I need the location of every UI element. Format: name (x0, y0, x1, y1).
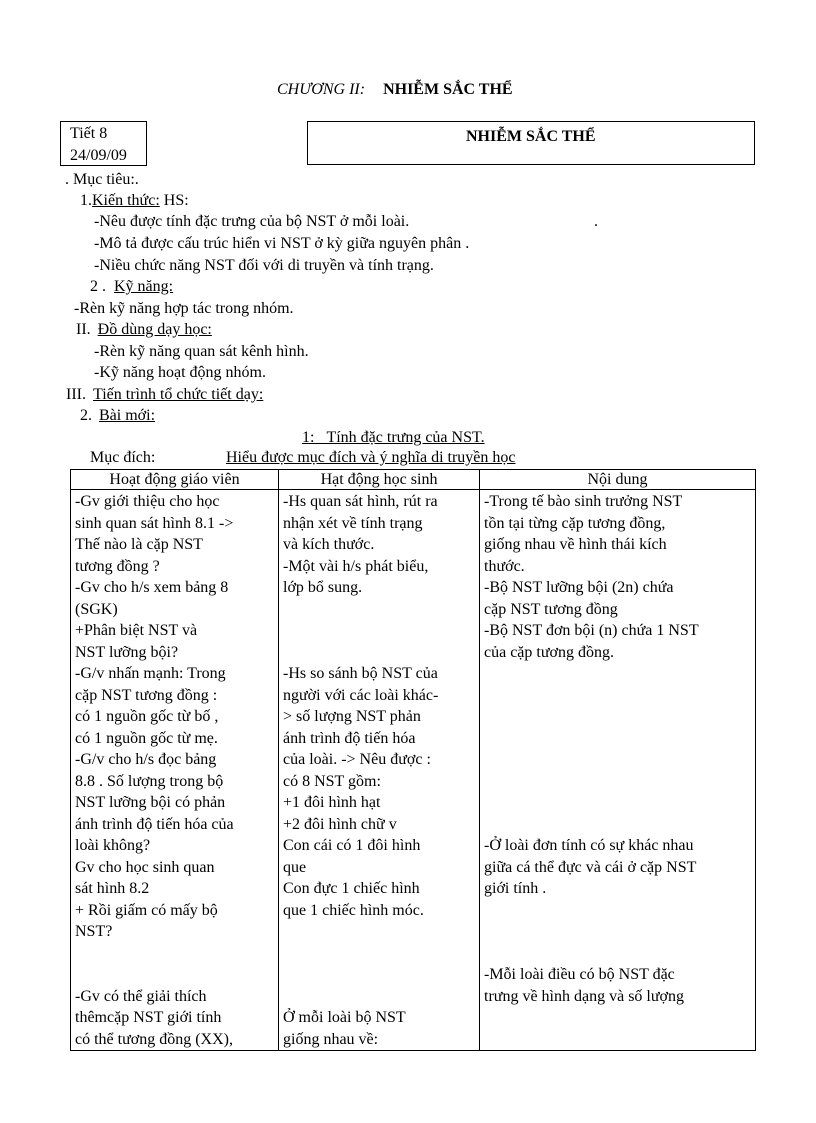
student-line: -Hs so sánh bộ NST của (283, 665, 438, 682)
teacher-line: loài không? (75, 837, 151, 854)
student-line: Ở mỗi loài bộ NST (283, 1009, 406, 1026)
teacher-line: Thế nào là cặp NST (75, 536, 203, 553)
lesson-date: 24/09/09 (70, 147, 127, 164)
student-line: -Một vài h/s phát biểu, (283, 557, 429, 575)
objectives-title (65, 170, 139, 190)
teacher-line: NST lưỡng bội có phản (75, 794, 226, 811)
teacher-line: (SGK) (75, 600, 118, 618)
objectives-title-text: . Mục tiêu:. (65, 171, 139, 188)
header-student: Hạt động học sinh (279, 470, 480, 490)
knowledge-heading (80, 191, 189, 211)
content-line: -Bộ NST lưỡng bội (2n) chứa (484, 579, 674, 596)
content-line: thước. (484, 557, 525, 575)
materials-num: II. (76, 321, 91, 338)
student-line: +2 đôi hình chữ v (283, 815, 397, 833)
content-line: -Trong tế bào sinh trưởng NST (484, 493, 683, 510)
student-line: que 1 chiếc hình móc. (283, 901, 424, 919)
process-heading (66, 385, 263, 405)
spacer (283, 642, 475, 664)
content-line: giới tính . (484, 880, 547, 897)
chapter-title: NHIỄM SẮC THỂ (383, 81, 513, 98)
teacher-line: sát hình 8.2 (75, 880, 150, 897)
teacher-line: có 1 nguồn gốc từ bố , (75, 708, 219, 725)
materials-item: -Rèn kỹ năng quan sát kênh hình. (94, 343, 309, 360)
student-line: Con đực 1 chiếc hình (283, 880, 420, 897)
spacer (283, 943, 475, 965)
spacer (484, 749, 751, 771)
teacher-line: NST lưỡng bội? (75, 643, 179, 661)
teacher-line: có 1 nguồn gốc từ mẹ. (75, 729, 218, 747)
skills-label: Kỹ năng: (114, 278, 174, 295)
process-sub-label: Bài mới: (99, 407, 156, 424)
student-line: > số lượng NST phản (283, 708, 421, 725)
knowledge-item: -Nêu được tính đặc trưng của bộ NST ở mỗi loài. (94, 213, 410, 230)
student-line: người với các loài khác- (283, 686, 439, 704)
activity-purpose-text: Hiểu được mục đích và ý nghĩa di truyền học (226, 449, 516, 466)
stray-dot: . (594, 213, 598, 230)
teacher-line: + Rồi giấm có mấy bộ (75, 901, 218, 919)
teacher-line: -Gv giới thiệu cho học (75, 493, 220, 510)
chapter-heading (277, 80, 513, 100)
spacer (484, 685, 751, 707)
skills-num: 2 . (90, 278, 106, 295)
teacher-line: ánh trình độ tiến hóa của (75, 815, 234, 833)
header-teacher: Hoạt động giáo viên (71, 470, 279, 490)
student-line: +1 đôi hình hạt (283, 794, 381, 811)
spacer (283, 620, 475, 642)
skills-item: -Rèn kỹ năng hợp tác trong nhóm. (74, 300, 294, 317)
content-line: trưng về hình dạng và số lượng (484, 987, 684, 1005)
spacer (283, 986, 475, 1008)
student-line: ánh trình độ tiến hóa (283, 729, 416, 747)
spacer (484, 728, 751, 750)
lesson-activity-table (70, 469, 756, 1051)
teacher-line: Gv cho học sinh quan (75, 858, 215, 876)
content-line: tồn tại từng cặp tương đồng, (484, 514, 666, 532)
content-line: -Bộ NST đơn bội (n) chứa 1 NST (484, 622, 699, 639)
lesson-title-box (307, 121, 755, 165)
student-line: giống nhau về: (283, 1030, 379, 1048)
teacher-line: thêmcặp NST giới tính (75, 1009, 222, 1026)
content-line: giống nhau về hình thái kích (484, 536, 667, 553)
teacher-line: sinh quan sát hình 8.1 -> (75, 514, 234, 532)
materials-heading (76, 320, 212, 340)
spacer (75, 964, 274, 986)
knowledge-num: 1. (80, 192, 92, 209)
process-num: III. (66, 386, 86, 403)
content-cell (480, 490, 756, 1051)
skills-heading (90, 277, 173, 297)
student-line: và kích thước. (283, 536, 375, 553)
activity-title (302, 428, 485, 448)
chapter-label: CHƯƠNG II: (277, 81, 366, 98)
activity-title-text: Tính đặc trưng của NST. (326, 429, 485, 446)
activity-num: 1: (302, 429, 315, 446)
spacer (283, 921, 475, 943)
header-content: Nội dung (480, 470, 756, 490)
spacer (283, 599, 475, 621)
teacher-line: -G/v cho h/s đọc bảng (75, 751, 217, 768)
knowledge-suffix: HS: (159, 192, 189, 209)
table-header-row (71, 470, 756, 490)
teacher-line: -Gv cho h/s xem bảng 8 (75, 579, 229, 596)
student-line: que (283, 858, 307, 876)
teacher-line: tương đồng ? (75, 557, 160, 575)
spacer (484, 900, 751, 922)
process-subheading (80, 406, 155, 426)
spacer (484, 814, 751, 836)
content-line: -Ở loài đơn tính có sự khác nhau (484, 837, 694, 854)
spacer (484, 771, 751, 793)
knowledge-item: -Mô tả được cấu trúc hiển vi NST ở kỳ giữa nguyên phân . (94, 235, 470, 252)
activity-purpose-label: Mục đích: (90, 449, 156, 466)
knowledge-item: -Niều chức năng NST đối với di truyền và tính trạng. (94, 257, 434, 274)
student-line: nhận xét về tính trạng (283, 514, 423, 532)
lesson-title: NHIỄM SẮC THỂ (466, 128, 596, 145)
content-line: giữa cá thể đực và cái ở cặp NST (484, 858, 697, 876)
teacher-line: +Phân biệt NST và (75, 622, 198, 639)
knowledge-label: Kiến thức: (92, 192, 160, 209)
student-line: có 8 NST gồm: (283, 772, 381, 790)
content-line: cặp NST tương đồng (484, 600, 618, 618)
process-sub-num: 2. (80, 407, 92, 424)
spacer (484, 663, 751, 685)
spacer (484, 792, 751, 814)
lesson-period: Tiết 8 (70, 125, 108, 142)
process-label: Tiến trình tổ chức tiết dạy: (92, 386, 264, 403)
spacer (484, 943, 751, 965)
spacer (484, 921, 751, 943)
teacher-line: -Gv có thể giải thích (75, 987, 207, 1005)
materials-item: -Kỹ năng hoạt động nhóm. (94, 364, 266, 381)
content-line: của cặp tương đồng. (484, 643, 614, 661)
teacher-line: 8.8 . Số lượng trong bộ (75, 772, 224, 790)
teacher-line: -G/v nhấn mạnh: Trong (75, 665, 226, 682)
teacher-line: cặp NST tương đồng : (75, 686, 218, 704)
spacer (75, 943, 274, 965)
table-row (71, 490, 756, 1051)
spacer (484, 706, 751, 728)
materials-label: Đồ dùng dạy học: (97, 321, 212, 338)
lesson-info-box (60, 121, 147, 166)
teacher-activity-cell (71, 490, 279, 1051)
student-line: -Hs quan sát hình, rút ra (283, 493, 438, 510)
student-activity-cell (279, 490, 480, 1051)
student-line: Con cái có 1 đôi hình (283, 837, 421, 854)
spacer (283, 964, 475, 986)
teacher-line: NST? (75, 923, 113, 940)
student-line: của loài. -> Nêu được : (283, 751, 431, 768)
content-line: -Mỗi loài điều có bộ NST đặc (484, 966, 675, 983)
student-line: lớp bổ sung. (283, 579, 363, 596)
teacher-line: có thể tương đồng (XX), (75, 1030, 233, 1048)
